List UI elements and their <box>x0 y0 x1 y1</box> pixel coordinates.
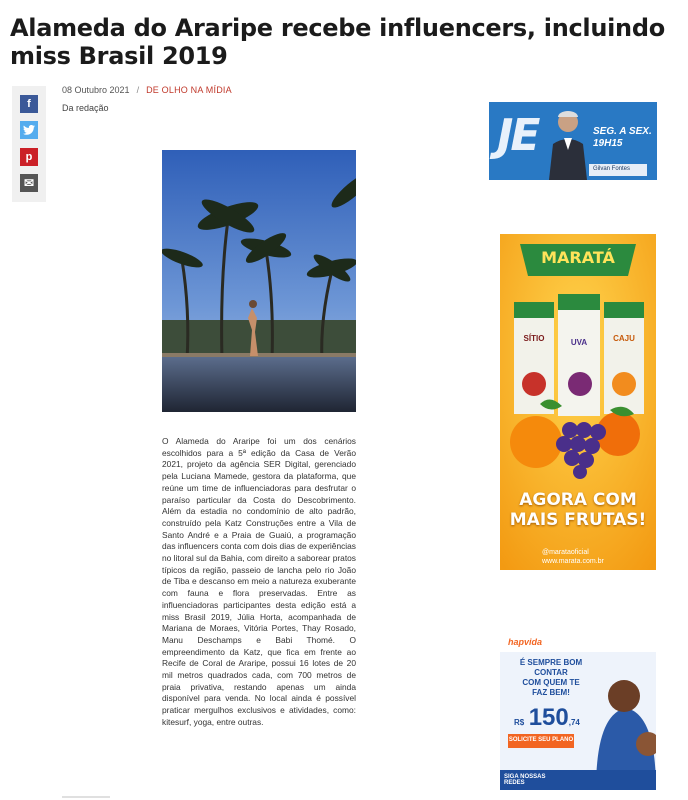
hapvida-tagline-1: É SEMPRE BOM CONTAR <box>519 658 583 677</box>
hapvida-logo: hapvida <box>508 637 543 647</box>
bottom-divider <box>62 796 110 798</box>
category-link[interactable]: DE OLHO NA MÍDIA <box>146 85 232 95</box>
email-share-button[interactable] <box>20 174 38 192</box>
tv-schedule-time: 19H15 <box>593 138 623 149</box>
pinterest-icon: p <box>25 151 33 163</box>
marata-pack-sitio: SÍTIO <box>523 334 545 343</box>
article-meta <box>62 85 232 95</box>
marata-site: www.marata.com.br <box>542 558 604 565</box>
marata-pack-uva: UVA <box>570 338 588 347</box>
tv-logo: JE <box>497 110 538 161</box>
marata-social: @marataoficial <box>542 549 589 556</box>
marata-logo: MARATÁ <box>541 248 615 267</box>
article-author: Da redação <box>62 103 109 113</box>
hapvida-ad[interactable] <box>500 634 656 790</box>
marata-pack-caju: CAJU <box>613 334 635 343</box>
tv-presenter-name: Gilvan Fontes <box>593 166 631 172</box>
facebook-share-button[interactable] <box>20 95 38 113</box>
hapvida-price: 150 <box>528 704 569 731</box>
tv-schedule-days: SEG. A SEX. <box>593 126 652 137</box>
tv-presenter-avatar <box>547 108 589 180</box>
marata-ad[interactable] <box>500 234 656 570</box>
hapvida-cta-button[interactable]: SOLICITE SEU PLANO <box>508 737 574 743</box>
marata-slogan-line2: MAIS FRUTAS! <box>509 510 647 530</box>
email-icon: ✉ <box>23 176 35 190</box>
meta-separator: / <box>136 85 140 95</box>
marata-slogan-line1: AGORA COM <box>519 490 637 510</box>
hapvida-tagline-2: COM QUEM TE <box>522 678 580 687</box>
pinterest-share-button[interactable] <box>20 148 38 166</box>
hapvida-tagline-3: FAZ BEM! <box>532 688 570 697</box>
tv-program-ad[interactable] <box>489 102 657 180</box>
facebook-icon: f <box>27 98 31 110</box>
hapvida-follow: SIGA NOSSAS REDES <box>504 774 546 786</box>
article-title: Alameda do Araripe recebe influencers, incluindo miss Brasil 2019 <box>10 14 665 70</box>
article-photo <box>162 150 356 412</box>
twitter-share-button[interactable] <box>20 121 38 139</box>
twitter-icon <box>23 125 35 135</box>
article-date: 08 Outubro 2021 <box>62 85 130 95</box>
hapvida-price-prefix: R$ <box>514 718 525 727</box>
article-body: O Alameda do Araripe foi um dos cenários escolhidos para a 5ª edição da Casa de Verão 2021, projeto da agência SER Digital, gerenciado pela Luciana Mamede, gestora da plataforma, que reúne um time de influenciadoras para desfrutar o paraíso particular da Costa do Descobrimento. Além da estadia no condomínio de alto padrão, construído pela Katz Construções entre a Vila de Santo André e a Praia de Guaiú, a programação das influencers conta com dois dias de experiências no litoral sul da Bahia, com direito a saborear pratos típicos da região, passeio de lancha pelo rio João de Tiba e descanso em meio a natureza exuberante com fauna e flora preservadas. Entre as influenciadoras participantes desta edição está a miss Brasil 2019, Júlia Horta, acompanhada de Mariana de Moraes, Vitória Portes, Thay Rosado, Manu Deschamps e Babi Thomé. O empreendimento da Katz, que fica em frente ao Recife de Coral de Araripe, possui 16 lotes de 20 mil metros quadrados cada, com 700 metros de praia privativa, restando apenas um ainda disponível para venda. No local ainda é possível praticar mergulhos exclusivos e atividades, como: kitesurf, yoga, entre outras. <box>162 436 356 727</box>
hapvida-price-cents: ,74 <box>568 718 580 727</box>
share-bar <box>12 86 46 202</box>
